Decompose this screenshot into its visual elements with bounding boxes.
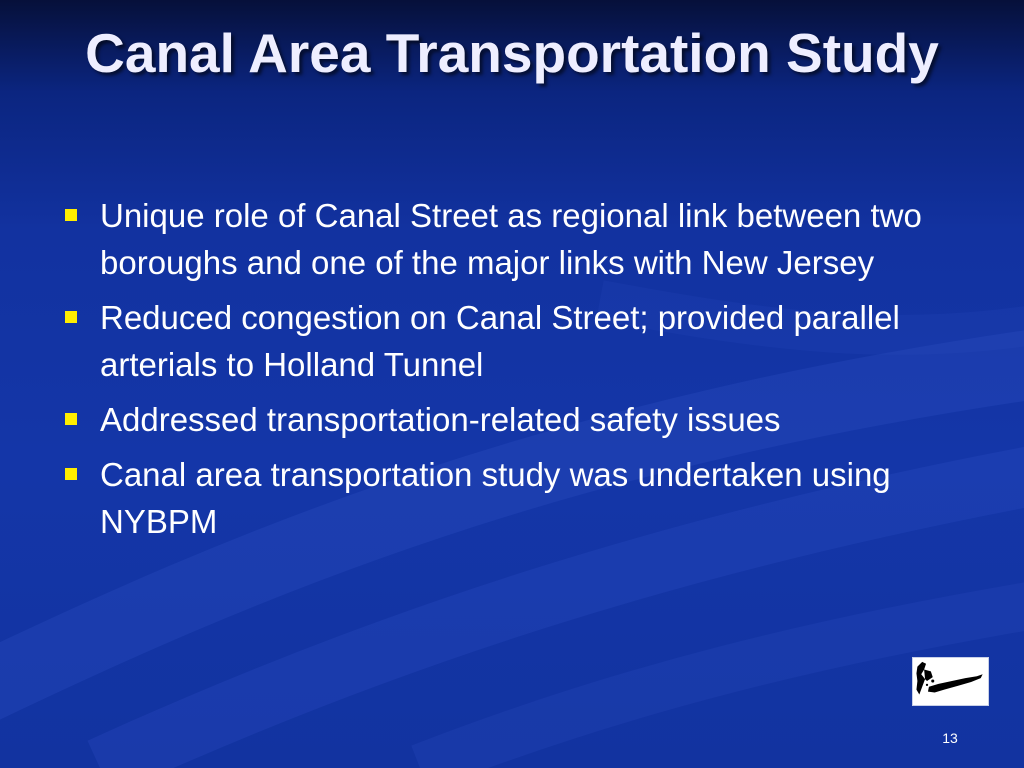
bullet-text: Canal area transportation study was undertaken using NYBPM xyxy=(100,456,891,540)
bullet-text: Addressed transportation-related safety issues xyxy=(100,401,781,438)
region-map-icon xyxy=(913,658,988,705)
square-bullet-icon xyxy=(65,413,77,425)
bullet-item xyxy=(62,451,962,545)
bullet-item xyxy=(62,192,962,286)
bullet-list xyxy=(62,192,962,553)
bullet-text: Unique role of Canal Street as regional link between two boroughs and one of the major links with New Jersey xyxy=(100,197,922,281)
page-number: 13 xyxy=(942,730,958,746)
square-bullet-icon xyxy=(65,209,77,221)
square-bullet-icon xyxy=(65,311,77,323)
region-map-logo xyxy=(912,657,989,706)
bullet-text: Reduced congestion on Canal Street; provided parallel arterials to Holland Tunnel xyxy=(100,299,900,383)
square-bullet-icon xyxy=(65,468,77,480)
bullet-item xyxy=(62,396,962,443)
slide-title: Canal Area Transportation Study xyxy=(85,22,939,84)
bullet-item xyxy=(62,294,962,388)
